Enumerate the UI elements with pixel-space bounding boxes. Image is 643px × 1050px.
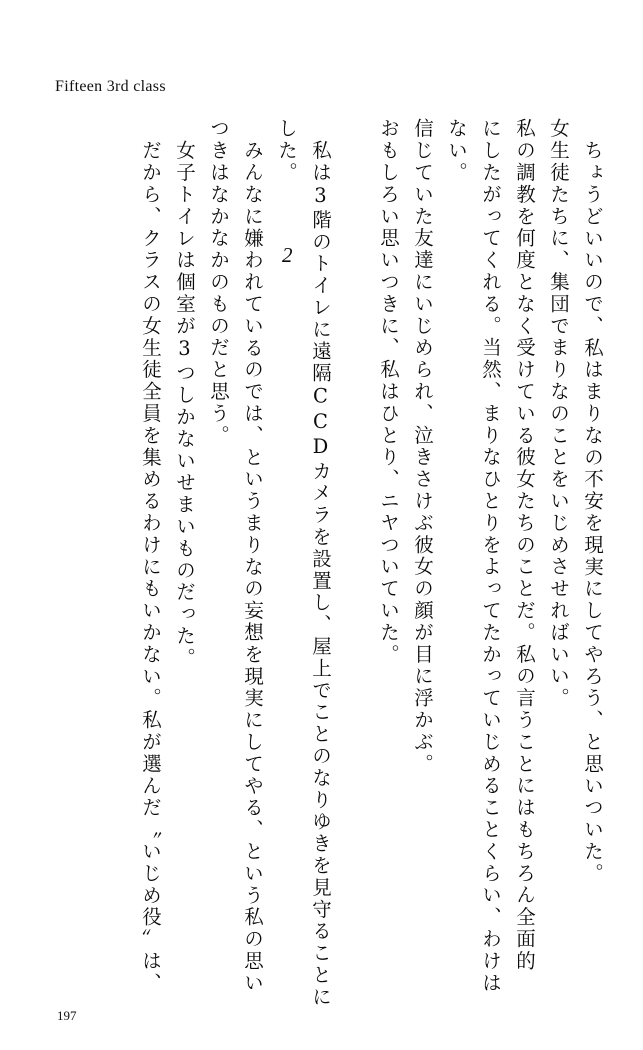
text-column: みんなに嫌われているのでは、というまりなの妄想を現実にしてやる、という私の思い: [241, 140, 264, 995]
text-column: ない。: [445, 118, 468, 184]
text-column: 私の調教を何度となく受けている彼女たちのことだ。私の言うことにはもちろん全面的: [513, 118, 536, 973]
section-number: 2: [282, 243, 293, 267]
page-number: 197: [57, 1008, 77, 1023]
text-column: した。: [275, 118, 298, 184]
text-column-spacer: [330, 118, 364, 980]
text-column: おもしろい思いつきに、私はひとり、ニヤついていた。: [377, 118, 400, 666]
text-column: だから、クラスの女生徒全員を集めるわけにもいかない。私が選んだ〝いじめ役〟は、: [139, 140, 162, 995]
text-column: にしたがってくれる。当然、まりなひとりをよってたかっていじめることくらい、わけは: [479, 118, 502, 994]
text-column: ちょうどいいので、私はまりなの不安を現実にしてやろう、と思いついた。: [581, 140, 604, 885]
text-column: 私は3階のトイレに遠隔CCDカメラを設置し、屋上でことのなりゆきを見守ることに: [309, 140, 332, 1009]
vertical-text-body: [42, 118, 604, 1009]
text-column: 女子トイレは個室が3つしかないせまいものだった。: [173, 140, 196, 670]
text-column: 信じていた友達にいじめられ、泣きさけぶ彼女の顔が目に浮かぶ。: [411, 118, 434, 775]
text-column: つきはなかなかのものだと思う。: [207, 118, 230, 447]
running-header: Fifteen 3rd class: [55, 78, 166, 95]
text-column: 女生徒たちに、集団でまりなのことをいじめさせればいい。: [547, 118, 570, 710]
